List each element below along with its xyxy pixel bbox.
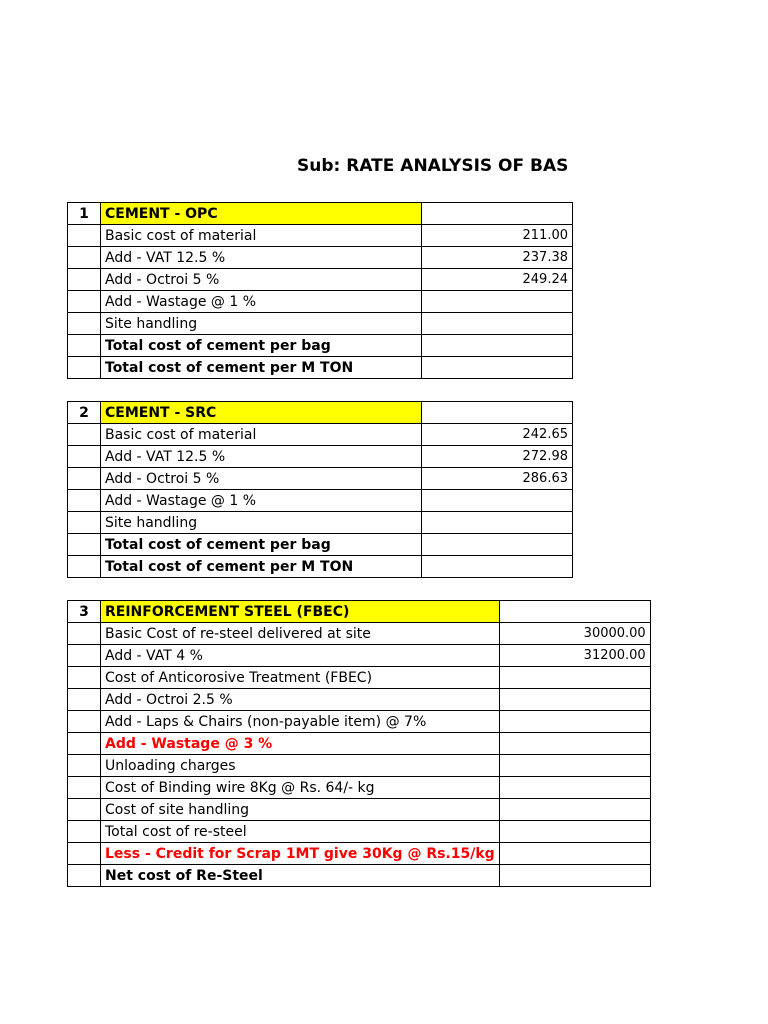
section-number: 1 <box>68 203 101 225</box>
table-row <box>68 291 573 313</box>
section-heading: CEMENT - SRC <box>101 402 422 424</box>
row-label-text: Add - Laps & Chairs (non-payable item) @ 7% <box>105 713 427 730</box>
row-value <box>499 821 650 843</box>
row-label: Total cost of cement per M TON <box>101 556 422 578</box>
table-row <box>68 313 573 335</box>
row-value <box>422 534 573 556</box>
row-value <box>422 512 573 534</box>
value-cell <box>499 601 650 623</box>
row-value <box>422 313 573 335</box>
row-label: Total cost of re-steel <box>101 821 500 843</box>
row-label: Add - Octroi 5 % <box>101 269 422 291</box>
row-label: Total cost of cement per bag <box>101 335 422 357</box>
table-row <box>68 247 573 269</box>
section-number: 3 <box>68 601 101 623</box>
row-label: Add - Octroi 2.5 % <box>101 689 500 711</box>
row-label <box>101 711 500 733</box>
section-header-row <box>68 402 573 424</box>
table-row <box>68 225 573 247</box>
section-header-row <box>68 203 573 225</box>
row-value: 30000.00 <box>499 623 650 645</box>
row-value: 211.00 <box>422 225 573 247</box>
value-cell <box>422 402 573 424</box>
table-row <box>68 755 651 777</box>
row-value <box>499 865 650 887</box>
section-heading: CEMENT - OPC <box>101 203 422 225</box>
row-label: Site handling <box>101 313 422 335</box>
table-row <box>68 512 573 534</box>
row-value <box>499 733 650 755</box>
table-row <box>68 446 573 468</box>
row-label: Basic cost of material <box>101 225 422 247</box>
row-label: Total cost of cement per bag <box>101 534 422 556</box>
row-label: Add - Wastage @ 1 % <box>101 291 422 313</box>
row-value <box>422 490 573 512</box>
row-value <box>422 335 573 357</box>
row-value: 249.24 <box>422 269 573 291</box>
table-row <box>68 667 651 689</box>
value-cell <box>422 203 573 225</box>
row-value <box>422 357 573 379</box>
row-value <box>499 799 650 821</box>
row-value <box>499 711 650 733</box>
row-label: Net cost of Re-Steel <box>101 865 500 887</box>
page-title: Sub: RATE ANALYSIS OF BAS <box>297 156 569 176</box>
table-row <box>68 711 651 733</box>
row-value <box>499 755 650 777</box>
row-label: Add - Wastage @ 1 % <box>101 490 422 512</box>
row-value <box>499 777 650 799</box>
rate-table-reinforcement-steel <box>67 600 651 887</box>
table-row <box>68 733 651 755</box>
table-row <box>68 821 651 843</box>
row-value: 237.38 <box>422 247 573 269</box>
row-value: 242.65 <box>422 424 573 446</box>
table-row <box>68 357 573 379</box>
table-row <box>68 490 573 512</box>
row-label: Add - VAT 12.5 % <box>101 446 422 468</box>
row-label: Add - VAT 12.5 % <box>101 247 422 269</box>
row-value: 31200.00 <box>499 645 650 667</box>
table-row <box>68 556 573 578</box>
table-row <box>68 534 573 556</box>
table-row <box>68 269 573 291</box>
row-value <box>499 689 650 711</box>
table-row <box>68 468 573 490</box>
row-value: 272.98 <box>422 446 573 468</box>
row-label: Add - Octroi 5 % <box>101 468 422 490</box>
row-label: Basic cost of material <box>101 424 422 446</box>
row-value <box>422 556 573 578</box>
row-label: Basic Cost of re-steel delivered at site <box>101 623 500 645</box>
row-label: Unloading charges <box>101 755 500 777</box>
row-label: Add - VAT 4 % <box>101 645 500 667</box>
row-label: Cost of Anticorosive Treatment (FBEC) <box>101 667 500 689</box>
table-row <box>68 645 651 667</box>
row-value: 286.63 <box>422 468 573 490</box>
row-label: Cost of site handling <box>101 799 500 821</box>
table-row <box>68 335 573 357</box>
row-value <box>499 843 650 865</box>
section-header-row <box>68 601 651 623</box>
table-row <box>68 843 651 865</box>
row-label <box>101 843 500 865</box>
row-label: Add - Wastage @ 3 % <box>101 733 500 755</box>
row-value <box>422 291 573 313</box>
table-row <box>68 689 651 711</box>
table-row <box>68 623 651 645</box>
rate-table-cement-src <box>67 401 573 578</box>
row-label-text: Less - Credit for Scrap 1MT give 30Kg @ Rs.15/kg <box>105 845 495 862</box>
row-label: Total cost of cement per M TON <box>101 357 422 379</box>
rate-table-cement-opc <box>67 202 573 379</box>
section-heading: REINFORCEMENT STEEL (FBEC) <box>101 601 500 623</box>
row-label: Cost of Binding wire 8Kg @ Rs. 64/- kg <box>101 777 500 799</box>
row-value <box>499 667 650 689</box>
section-number: 2 <box>68 402 101 424</box>
table-row <box>68 424 573 446</box>
row-label: Site handling <box>101 512 422 534</box>
table-row <box>68 799 651 821</box>
table-row <box>68 865 651 887</box>
table-row <box>68 777 651 799</box>
